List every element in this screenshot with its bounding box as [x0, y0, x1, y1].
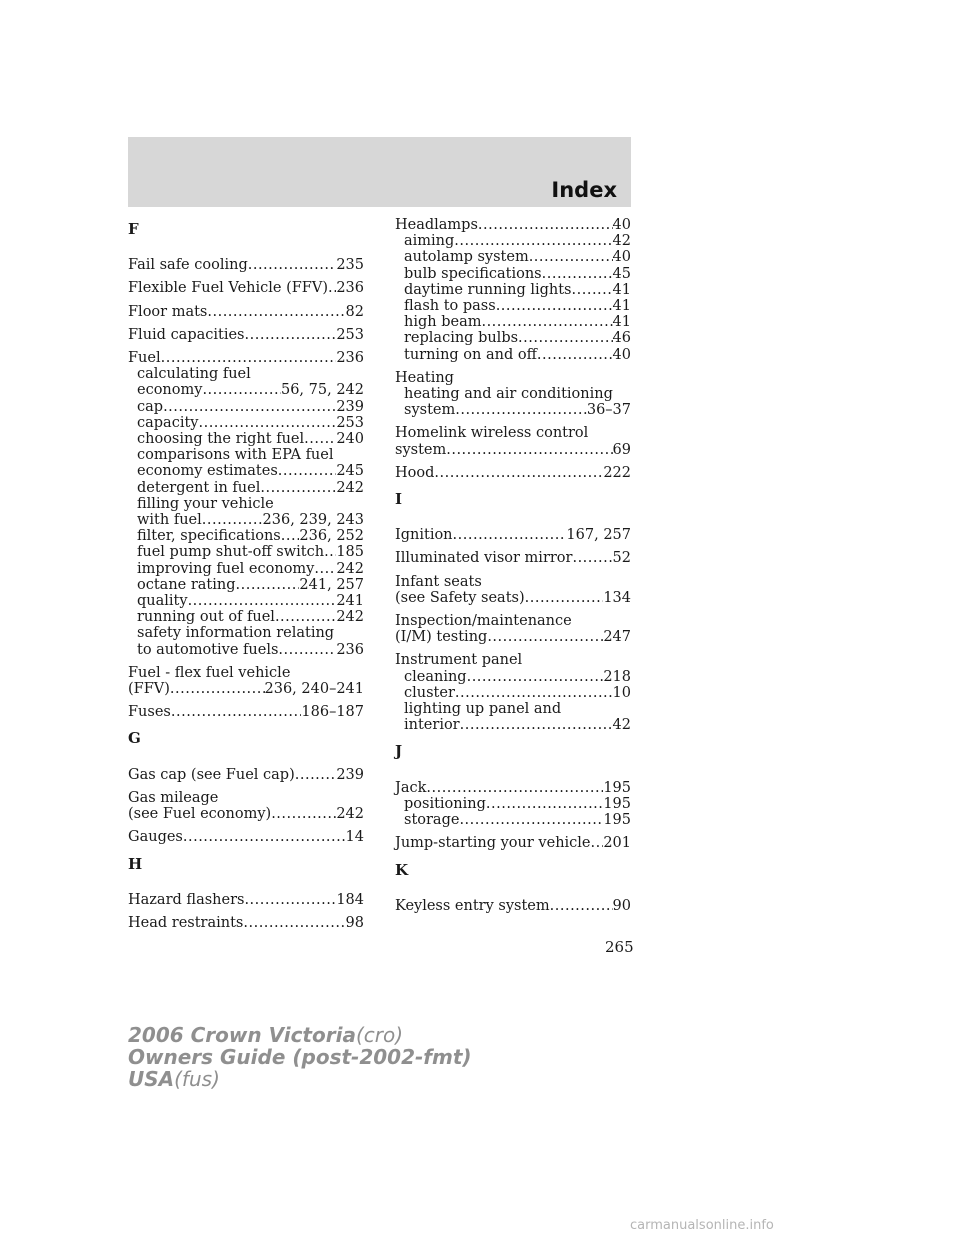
entry-page-ref: 247 [603, 629, 631, 646]
entry-page-ref: 69 [612, 441, 631, 458]
index-subentry-line [395, 282, 631, 298]
index-subentry-line [395, 669, 631, 685]
index-subentry-line [128, 496, 364, 512]
dot-leader [260, 480, 336, 496]
index-entry [128, 915, 364, 931]
entry-page-ref: 239 [336, 398, 364, 415]
entry-page-ref: 42 [612, 717, 631, 734]
entry-term: Jack [395, 779, 427, 796]
index-entry [395, 780, 631, 829]
dot-leader [542, 266, 613, 282]
entry-term: Fluid capacities [128, 326, 245, 343]
index-entry-line [128, 892, 364, 908]
entry-term: (see Fuel economy) [128, 806, 272, 823]
dot-leader [170, 681, 265, 697]
dot-leader [454, 233, 612, 249]
index-entry-line [395, 629, 631, 645]
entry-page-ref: 218 [603, 668, 631, 685]
entry-term: calculating fuel [137, 366, 251, 383]
entry-term: Fuel [128, 350, 161, 367]
entry-term: high beam [404, 314, 482, 331]
entry-term: to automotive fuels [137, 641, 279, 658]
entry-term: safety information relating [137, 625, 335, 642]
index-subentry-line [128, 577, 364, 593]
entry-term: capacity [137, 414, 199, 431]
entry-page-ref: 195 [603, 795, 631, 812]
entry-page-ref: 242 [336, 609, 364, 626]
entry-term: lighting up panel and [404, 701, 562, 718]
index-entry-line [395, 527, 631, 543]
dot-leader [572, 550, 612, 566]
dot-leader [529, 249, 613, 265]
entry-page-ref: 134 [603, 589, 631, 606]
header-band [128, 137, 631, 207]
dot-leader [271, 806, 336, 822]
index-entry [395, 613, 631, 645]
index-subentry-line [128, 593, 364, 609]
entry-term: cap [137, 398, 164, 415]
entry-term: filling your vehicle [137, 495, 274, 512]
index-subentry-line [395, 386, 631, 402]
index-entry [395, 574, 631, 606]
entry-term: filter, specifications [137, 528, 281, 545]
entry-term: Infant seats [395, 573, 482, 590]
entry-term: Gas cap (see Fuel cap) [128, 766, 295, 783]
index-entry-line [128, 790, 364, 806]
dot-leader [163, 399, 336, 415]
dot-leader [278, 463, 337, 479]
entry-page-ref: 195 [603, 779, 631, 796]
index-subentry-line [128, 528, 364, 544]
entry-term: (I/M) testing [395, 629, 488, 646]
index-subentry-line [128, 480, 364, 496]
dot-leader [455, 402, 587, 418]
section-letter: K [395, 860, 409, 879]
entry-term: aiming [404, 233, 455, 250]
footer-line-3 [128, 1068, 472, 1090]
index-subentry-line [128, 544, 364, 560]
index-entry-line [395, 652, 631, 668]
dot-leader [478, 217, 613, 233]
index-entry [395, 835, 631, 851]
index-entry-line [128, 350, 364, 366]
index-subentry-line [395, 701, 631, 717]
entry-page-ref: 236, 240–241 [264, 681, 364, 698]
index-entry [128, 280, 364, 296]
entry-term: Jump-starting your vehicle [395, 835, 591, 852]
entry-page-ref: 40 [612, 217, 631, 233]
index-entry-line [395, 898, 631, 914]
entry-page-ref: 185 [336, 544, 364, 561]
dot-leader [161, 350, 337, 366]
entry-term: running out of fuel [137, 609, 275, 626]
index-entry-line [395, 442, 631, 458]
index-entry-line [395, 835, 631, 851]
index-subentry-line [128, 512, 364, 528]
index-entry [128, 704, 364, 720]
index-subentry-line [395, 266, 631, 282]
dot-leader [278, 642, 336, 658]
entry-page-ref: 201 [603, 835, 631, 852]
dot-leader [460, 717, 613, 733]
index-entry [128, 829, 364, 845]
index-subentry-line [128, 366, 364, 382]
entry-term: fuel pump shut-off switch [137, 544, 325, 561]
index-subentry-line [395, 314, 631, 330]
entry-term: Flexible Fuel Vehicle (FFV) [128, 280, 328, 297]
dot-leader [591, 835, 604, 851]
dot-leader [455, 685, 613, 701]
index-subentry-line [128, 642, 364, 658]
index-subentry-line [128, 561, 364, 577]
index-entry [128, 350, 364, 658]
entry-term: daytime running lights [404, 281, 572, 298]
index-subentry-line [128, 625, 364, 641]
index-subentry-line [395, 249, 631, 265]
entry-page-ref: 242 [336, 806, 364, 823]
dot-leader [459, 812, 603, 828]
index-entry-line [395, 574, 631, 590]
entry-page-ref: 41 [612, 281, 631, 298]
dot-leader [198, 415, 336, 431]
index-entry-line [395, 613, 631, 629]
dot-leader [281, 528, 300, 544]
entry-term: interior [404, 717, 460, 734]
entry-page-ref: 240 [336, 431, 364, 448]
index-subentry-line [395, 796, 631, 812]
entry-term: Fuel - flex fuel vehicle [128, 664, 291, 681]
entry-page-ref: 236 [336, 280, 364, 297]
footer-model: 2006 Crown Victoria [128, 1023, 356, 1047]
entry-term: detergent in fuel [137, 479, 261, 496]
index-subentry-line [395, 717, 631, 733]
index-entry-line [128, 829, 364, 845]
dot-leader [324, 544, 336, 560]
entry-page-ref: 36–37 [586, 402, 631, 419]
entry-term: Heating [395, 369, 454, 386]
section-letter: I [395, 490, 403, 509]
entry-page-ref: 241 [336, 593, 364, 610]
index-entry [128, 257, 364, 273]
entry-term: Ignition [395, 527, 453, 544]
entry-page-ref: 242 [336, 479, 364, 496]
dot-leader [188, 593, 337, 609]
dot-leader [314, 561, 336, 577]
dot-leader [207, 304, 345, 320]
index-entry-line [395, 425, 631, 441]
dot-leader [518, 330, 613, 346]
entry-page-ref: 236, 252 [299, 528, 364, 545]
entry-page-ref: 239 [336, 766, 364, 783]
index-entry [395, 550, 631, 566]
entry-page-ref: 10 [612, 684, 631, 701]
dot-leader [245, 327, 337, 343]
index-subentry-line [128, 609, 364, 625]
index-subentry-line [395, 685, 631, 701]
index-entry-line [128, 327, 364, 343]
entry-page-ref: 242 [336, 560, 364, 577]
dot-leader [244, 892, 336, 908]
entry-term: system [404, 402, 456, 419]
index-entry [395, 425, 631, 457]
index-entry [395, 465, 631, 481]
index-subentry-line [395, 347, 631, 363]
entry-term: (FFV) [128, 681, 170, 698]
footer [128, 1024, 472, 1090]
entry-term: Fail safe cooling [128, 257, 248, 274]
dot-leader [248, 257, 337, 273]
dot-leader [275, 609, 336, 625]
entry-term: Keyless entry system [395, 897, 550, 914]
entry-term: Illuminated visor mirror [395, 550, 573, 567]
entry-term: flash to pass [404, 298, 496, 315]
dot-leader [202, 512, 263, 528]
index-subentry-line [395, 233, 631, 249]
footer-guide: Owners Guide (post-2002-fmt) [128, 1045, 472, 1069]
footer-market: USA [128, 1067, 175, 1091]
entry-term: Gas mileage [128, 789, 219, 806]
footer-model-code: (cro) [355, 1023, 404, 1047]
entry-page-ref: 14 [345, 829, 364, 846]
index-entry-line [128, 806, 364, 822]
section-letter: J [395, 742, 403, 761]
footer-market-code: (fus) [174, 1067, 220, 1091]
index-entry-line [128, 665, 364, 681]
index-entry [395, 370, 631, 419]
dot-leader [496, 298, 613, 314]
entry-term: Instrument panel [395, 652, 523, 669]
index-entry-line [128, 257, 364, 273]
entry-page-ref: 46 [612, 330, 631, 347]
section-letter: F [128, 220, 139, 238]
entry-page-ref: 45 [612, 265, 631, 282]
index-subentry-line [128, 431, 364, 447]
watermark: carmanualsonline.info [630, 1218, 774, 1233]
dot-leader [486, 796, 603, 812]
dot-leader [572, 282, 613, 298]
footer-line-1 [128, 1024, 472, 1046]
page-title: Index [551, 178, 617, 202]
index-subentry-line [395, 330, 631, 346]
dot-leader [183, 829, 346, 845]
entry-page-ref: 98 [345, 914, 364, 931]
dot-leader [426, 780, 603, 796]
dot-leader [171, 704, 302, 720]
index-entry-line [395, 780, 631, 796]
entry-page-ref: 236, 239, 243 [262, 512, 364, 529]
entry-term: with fuel [137, 512, 202, 529]
dot-leader [434, 465, 603, 481]
entry-page-ref: 195 [603, 812, 631, 829]
entry-term: turning on and off [404, 346, 537, 363]
entry-term: Gauges [128, 829, 183, 846]
index-entry-line [128, 767, 364, 783]
entry-term: economy [137, 382, 203, 399]
dot-leader [295, 767, 337, 783]
index-entry-line [395, 590, 631, 606]
index-entry [395, 652, 631, 733]
index-subentry-line [395, 402, 631, 418]
entry-page-ref: 241, 257 [299, 576, 364, 593]
index-entry-line [395, 370, 631, 386]
index-entry [395, 527, 631, 543]
dot-leader [243, 915, 345, 931]
entry-term: bulb specifications [404, 265, 542, 282]
dot-leader [525, 590, 604, 606]
entry-term: Inspection/maintenance [395, 613, 572, 630]
entry-term: Hood [395, 464, 435, 481]
page-number: 265 [605, 938, 634, 956]
entry-page-ref: 186–187 [301, 704, 364, 721]
entry-page-ref: 235 [336, 257, 364, 274]
entry-term: economy estimates [137, 463, 278, 480]
entry-term: Floor mats [128, 303, 208, 320]
dot-leader [328, 280, 336, 296]
entry-term: storage [404, 812, 460, 829]
entry-page-ref: 245 [336, 463, 364, 480]
entry-page-ref: 90 [612, 897, 631, 914]
dot-leader [550, 898, 613, 914]
entry-term: positioning [404, 795, 486, 812]
index-entry [128, 892, 364, 908]
index-column-left [128, 217, 364, 938]
index-entry [395, 898, 631, 914]
entry-page-ref: 167, 257 [566, 527, 631, 544]
entry-term: Headlamps [395, 217, 478, 233]
entry-term: comparisons with EPA fuel [137, 447, 334, 464]
index-entry-line [395, 465, 631, 481]
index-subentry-line [395, 298, 631, 314]
entry-term: octane rating [137, 576, 236, 593]
dot-leader [202, 382, 281, 398]
entry-page-ref: 40 [612, 249, 631, 266]
entry-term: (see Safety seats) [395, 589, 525, 606]
section-letter: G [128, 729, 141, 748]
index-subentry-line [128, 382, 364, 398]
entry-page-ref: 82 [345, 303, 364, 320]
index-entry [395, 217, 631, 363]
dot-leader [446, 442, 612, 458]
entry-term: Fuses [128, 704, 171, 721]
index-entry-line [395, 550, 631, 566]
index-entry [128, 767, 364, 783]
entry-term: autolamp system [404, 249, 529, 266]
dot-leader [537, 347, 613, 363]
index-entry [128, 304, 364, 320]
entry-page-ref: 253 [336, 414, 364, 431]
index-entry-line [128, 704, 364, 720]
entry-page-ref: 41 [612, 298, 631, 315]
section-letter: H [128, 854, 143, 873]
dot-leader [453, 527, 567, 543]
dot-leader [467, 669, 604, 685]
index-entry [128, 665, 364, 697]
index-entry-line [395, 217, 631, 233]
entry-term: heating and air conditioning [404, 386, 613, 403]
entry-term: Homelink wireless control [395, 425, 589, 442]
entry-term: replacing bulbs [404, 330, 519, 347]
footer-line-2 [128, 1046, 472, 1068]
dot-leader [236, 577, 300, 593]
index-subentry-line [128, 463, 364, 479]
entry-term: choosing the right fuel [137, 431, 305, 448]
entry-page-ref: 184 [336, 891, 364, 908]
index-entry [128, 327, 364, 343]
index-entry [128, 790, 364, 822]
index-entry-line [128, 280, 364, 296]
index-entry-line [128, 304, 364, 320]
index-subentry-line [128, 447, 364, 463]
entry-page-ref: 236 [336, 350, 364, 367]
entry-page-ref: 40 [612, 346, 631, 363]
index-entry-line [128, 915, 364, 931]
entry-term: improving fuel economy [137, 560, 315, 577]
index-subentry-line [128, 415, 364, 431]
entry-page-ref: 56, 75, 242 [280, 382, 364, 399]
entry-term: quality [137, 593, 188, 610]
entry-term: system [395, 441, 447, 458]
dot-leader [481, 314, 612, 330]
entry-term: Hazard flashers [128, 891, 245, 908]
entry-page-ref: 236 [336, 641, 364, 658]
entry-page-ref: 253 [336, 326, 364, 343]
dot-leader [304, 431, 336, 447]
entry-term: Head restraints [128, 914, 244, 931]
entry-page-ref: 52 [612, 550, 631, 567]
index-column-right [395, 217, 631, 921]
entry-page-ref: 41 [612, 314, 631, 331]
index-subentry-line [395, 812, 631, 828]
index-entry-line [128, 681, 364, 697]
entry-term: cluster [404, 684, 455, 701]
entry-term: cleaning [404, 668, 467, 685]
index-subentry-line [128, 399, 364, 415]
dot-leader [487, 629, 603, 645]
entry-page-ref: 222 [603, 464, 631, 481]
entry-page-ref: 42 [612, 233, 631, 250]
